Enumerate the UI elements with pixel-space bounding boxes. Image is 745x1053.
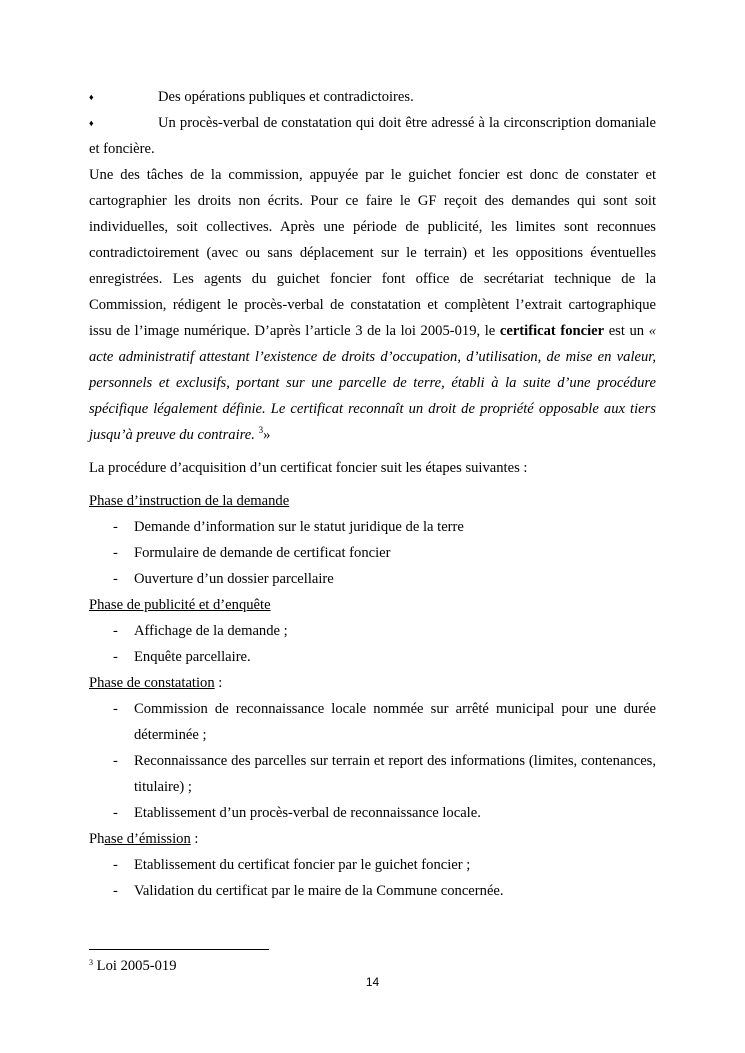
step-text: Reconnaissance des parcelles sur terrain et report des informations (limites, contenances, titulaire) ; [134,753,656,795]
dash-marker: - [113,805,118,821]
phase-heading [89,592,656,618]
quote-close: » [263,427,271,443]
paragraph-commission [89,162,656,448]
step-text: Demande d’information sur le statut juridique de la terre [134,519,464,535]
dash-marker: - [113,753,118,769]
dash-marker: - [113,571,118,587]
footnote-number: 3 [89,958,93,967]
list-item [89,540,656,566]
law-quote: « acte administratif attestant l’existence de droits d’occupation, d’utilisation, de mise en valeur, personnels et exclusifs, portant sur une parcelle de terre, établi à la suite d’une procédure spécifique légalement définie. Le certificat reconnaît un droit de propriété opposable aux tiers jusqu’à preuve du contraire [89,323,656,443]
phase-title: Phase d’instruction de la demande [89,493,290,509]
list-item [89,878,656,904]
footnote-reference[interactable]: 3 [258,425,264,435]
bullet-item [89,84,656,110]
dash-marker: - [113,545,118,561]
phase-heading: Phase d’émission : [89,831,199,847]
footnote [89,956,177,976]
list-item [89,644,656,670]
list-item [89,748,656,800]
list-item [89,566,656,592]
footnote-divider [89,949,269,950]
diamond-bullet-icon: ♦ [89,92,94,102]
paragraph-text: Une des tâches de la commission, appuyée par le guichet foncier est donc de constater et cartographier les droits non écrits. Pour ce faire le GF reçoit des demandes qui sont soit individuelles, soit collectives. Après une période de publicité, les limites sont reconnues contradictoirement (avec ou sans déplacement sur le terrain) et les oppositions éventuelles enregistrées. Les agents du guichet foncier font office de secrétariat technique de la Commission, rédigent le procès-verbal de constatation et complètent l’extrait cartographique issu de l’image numérique. D’après l’article 3 de la loi 2005-019, le [89,167,656,339]
list-item [89,800,656,826]
step-text: Affichage de la demande ; [134,623,288,639]
list-item [89,618,656,644]
step-text: Formulaire de demande de certificat foncier [134,545,391,561]
list-item [89,852,656,878]
phase-heading: Phase de constatation : [89,675,223,691]
paragraph-text: est un [604,323,649,339]
step-text: Etablissement d’un procès-verbal de reconnaissance locale. [134,805,481,821]
diamond-bullet-icon: ♦ [89,118,94,128]
list-item [89,514,656,540]
bullet-item [89,110,656,162]
step-text: Commission de reconnaissance locale nommée sur arrêté municipal pour une durée déterminée ; [134,701,656,743]
dash-marker: - [113,649,118,665]
quote-punct: . [251,427,259,443]
bullet-text: Des opérations publiques et contradictoires. [158,89,414,105]
paragraph-procedure: La procédure d’acquisition d’un certificat foncier suit les étapes suivantes : [89,460,528,476]
list-item [89,696,656,748]
step-text: Enquête parcellaire. [134,649,251,665]
dash-marker: - [113,857,118,873]
document-body [89,84,656,904]
phase-title: ase d’émission [104,831,191,847]
phase-heading [89,488,656,514]
step-text: Ouverture d’un dossier parcellaire [134,571,334,587]
bullet-text: Un procès-verbal de constatation qui doit être adressé à la circonscription domaniale et foncière. [89,115,656,157]
phase-title: Phase de constatation [89,675,215,691]
dash-marker: - [113,519,118,535]
bold-term: certificat foncier [499,323,605,339]
dash-marker: - [113,883,118,899]
step-text: Etablissement du certificat foncier par le guichet foncier ; [134,857,471,873]
step-text: Validation du certificat par le maire de la Commune concernée. [134,883,504,899]
dash-marker: - [113,623,118,639]
page-number: 14 [365,975,380,989]
dash-marker: - [113,701,118,717]
phase-title: Phase de publicité et d’enquête [89,597,271,613]
footnote-text: Loi 2005-019 [93,958,177,974]
